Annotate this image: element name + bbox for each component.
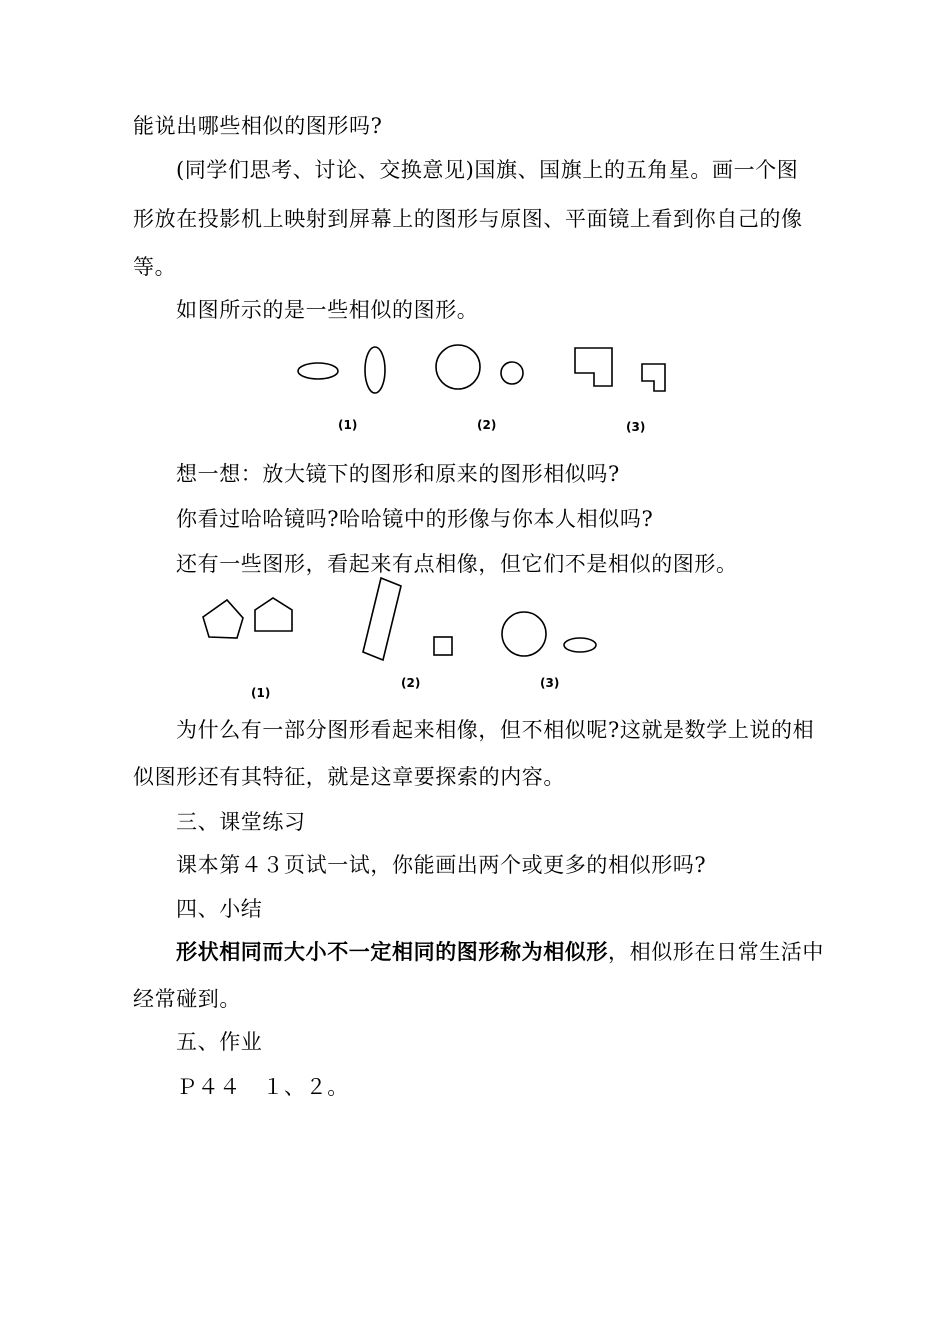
summary-text: ，相似形在日常生活中 xyxy=(608,940,824,964)
figure-caption: (2) xyxy=(477,418,497,432)
large-l-shape xyxy=(575,348,612,386)
figure-caption: (2) xyxy=(401,676,421,690)
paragraph-line: 经常碰到。 xyxy=(133,987,241,1011)
figure-caption: (3) xyxy=(540,676,560,690)
paragraph-line: 似图形还有其特征，就是这章要探索的内容。 xyxy=(133,765,565,789)
small-circle-shape xyxy=(501,362,523,384)
paragraph-line: 如图所示的是一些相似的图形。 xyxy=(176,298,479,322)
figure-caption: (1) xyxy=(338,418,358,432)
tilted-pentagon-shape xyxy=(203,600,243,638)
tilted-rectangle-shape xyxy=(363,578,401,660)
small-square-shape xyxy=(434,637,452,655)
summary-bold-text: 形状相同而大小不一定相同的图形称为相似形 xyxy=(176,939,608,964)
circle-shape xyxy=(502,612,546,656)
small-l-shape xyxy=(642,364,665,391)
ellipse-vertical-shape xyxy=(365,347,385,393)
section-heading: 四、小结 xyxy=(176,897,263,921)
paragraph-line: 你看过哈哈镜吗?哈哈镜中的形像与你本人相似吗? xyxy=(176,507,654,531)
paragraph-line: Ｐ４４ １、２。 xyxy=(176,1075,349,1099)
section-heading: 三、课堂练习 xyxy=(176,810,306,834)
paragraph-line: 能说出哪些相似的图形吗? xyxy=(133,114,383,138)
paragraph-line: (同学们思考、讨论、交换意见)国旗、国旗上的五角星。画一个图 xyxy=(176,158,799,182)
figure-caption: (3) xyxy=(626,420,646,434)
paragraph-line: 还有一些图形，看起来有点相像，但它们不是相似的图形。 xyxy=(176,552,738,576)
non-similar-shapes-drawing xyxy=(195,592,615,672)
section-heading: 五、作业 xyxy=(176,1030,263,1054)
paragraph-line: 形放在投影机上映射到屏幕上的图形与原图、平面镜上看到你自己的像 xyxy=(133,207,803,231)
paragraph-line: 为什么有一部分图形看起来相像，但不相似呢?这就是数学上说的相 xyxy=(176,718,815,742)
flat-ellipse-shape xyxy=(564,638,596,652)
summary-line xyxy=(176,938,824,966)
large-circle-shape xyxy=(436,345,480,389)
similar-shapes-drawing xyxy=(290,340,680,400)
paragraph-line: 想一想：放大镜下的图形和原来的图形相似吗? xyxy=(176,462,620,486)
similar-shapes-figure xyxy=(290,340,680,440)
paragraph-line: 课本第４３页试一试，你能画出两个或更多的相似形吗? xyxy=(176,853,707,877)
figure-caption: (1) xyxy=(251,686,271,700)
ellipse-horizontal-shape xyxy=(298,363,338,379)
paragraph-line: 等。 xyxy=(133,255,177,279)
house-pentagon-shape xyxy=(255,598,292,631)
non-similar-shapes-figure xyxy=(195,592,615,707)
